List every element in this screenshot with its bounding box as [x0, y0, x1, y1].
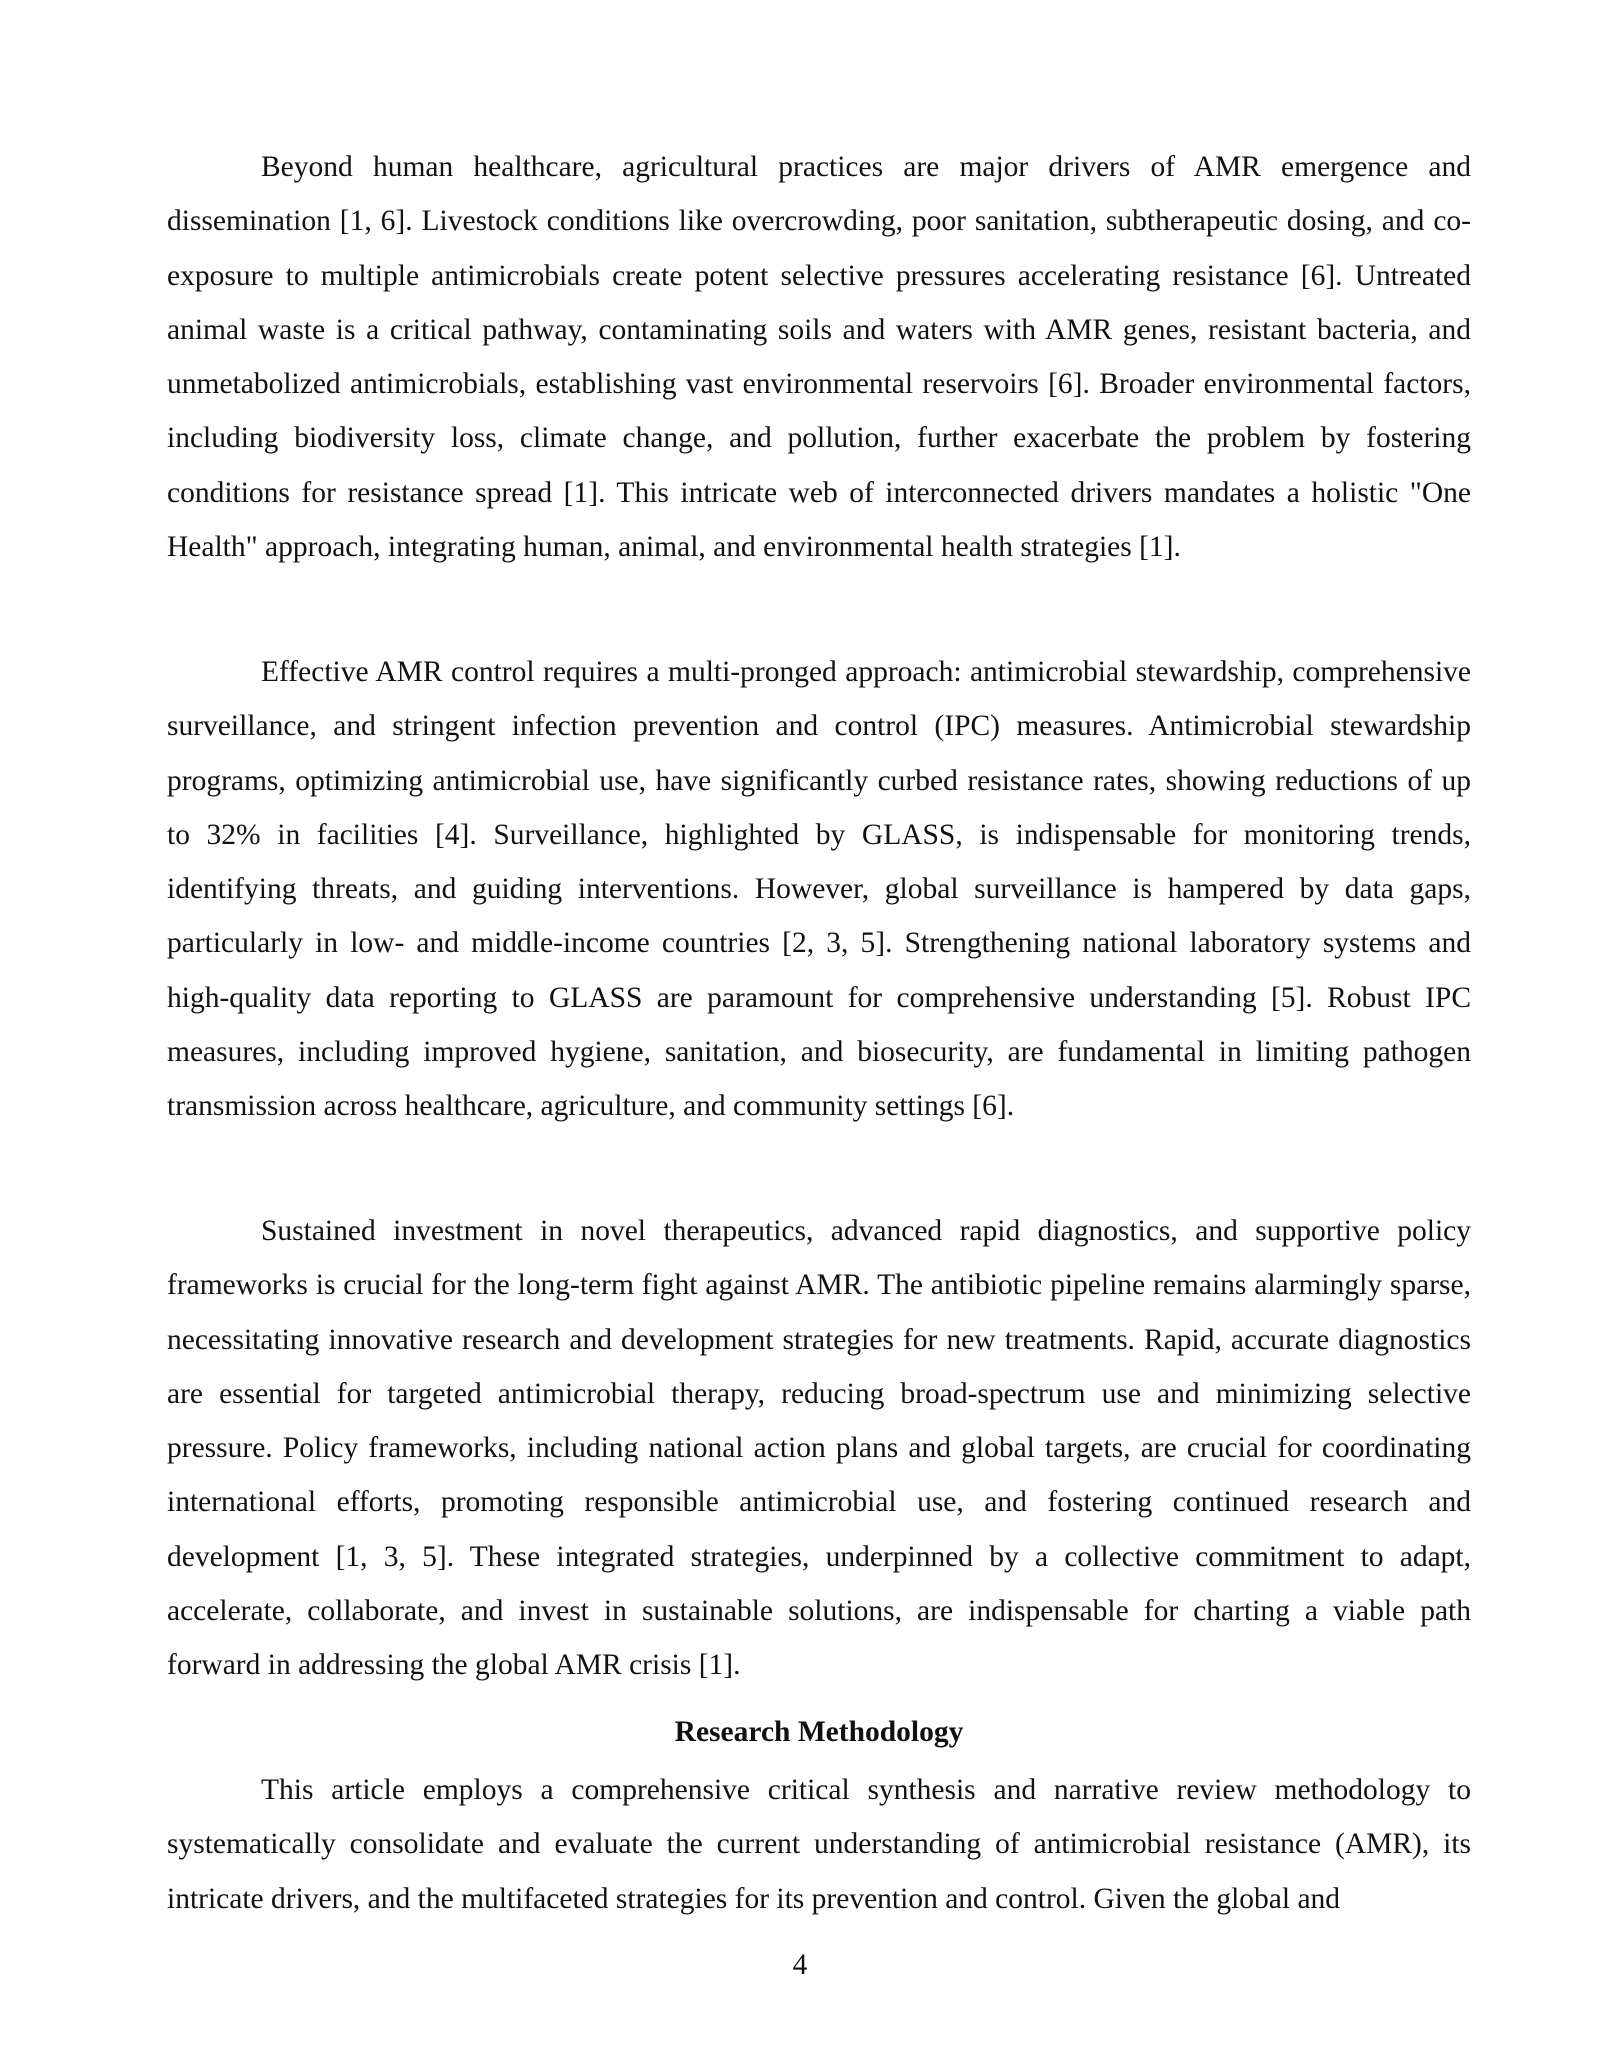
paragraph: Beyond human healthcare, agricultural practices are major drivers of AMR emergence and dissemination [1, 6]. Livestock conditions like overcrowding, poor sanitation, subtherapeutic dosing, and co-exposure to multiple antimicrobials create potent selective pressures accelerating resistance [6]. Untreated animal waste is a critical pathway, contaminating soils and waters with AMR genes, resistant bacteria, and unmetabolized antimicrobials, establishing vast environmental reservoirs [6]. Broader environmental factors, including biodiversity loss, climate change, and pollution, further exacerbate the problem by fostering conditions for resistance spread [1]. This intricate web of interconnected drivers mandates a holistic "One Health" approach, integrating human, animal, and environmental health strategies [1]. — [167, 151, 1471, 564]
paragraph: Sustained investment in novel therapeutics, advanced rapid diagnostics, and supportive policy frameworks is crucial for the long-term fight against AMR. The antibiotic pipeline remains alarmingly sparse, necessitating innovative research and development strategies for new treatments. Rapid, accurate diagnostics are essential for targeted antimicrobial therapy, reducing broad-spectrum use and minimizing selective pressure. Policy frameworks, including national action plans and global targets, are crucial for coordinating international efforts, promoting responsible antimicrobial use, and fostering continued research and development [1, 3, 5]. These integrated strategies, underpinned by a collective commitment to adapt, accelerate, collaborate, and invest in sustainable solutions, are indispensable for charting a viable path forward in addressing the global AMR crisis [1]. — [167, 1215, 1471, 1682]
page-number: 4 — [792, 1949, 808, 1981]
section-heading: Research Methodology — [674, 1716, 964, 1748]
paragraph: This article employs a comprehensive critical synthesis and narrative review methodology to systematically consolidate and evaluate the current understanding of antimicrobial resistance (AMR), its intricate drivers, and the multifaceted strategies for its prevention and control. Given the global and — [167, 1774, 1471, 1915]
paragraph: Effective AMR control requires a multi-pronged approach: antimicrobial stewardship, comprehensive surveillance, and stringent infection prevention and control (IPC) measures. Antimicrobial stewardship programs, optimizing antimicrobial use, have significantly curbed resistance rates, showing reductions of up to 32% in facilities [4]. Surveillance, highlighted by GLASS, is indispensable for monitoring trends, identifying threats, and guiding interventions. However, global surveillance is hampered by data gaps, particularly in low- and middle-income countries [2, 3, 5]. Strengthening national laboratory systems and high-quality data reporting to GLASS are paramount for comprehensive understanding [5]. Robust IPC measures, including improved hygiene, sanitation, and biosecurity, are fundamental in limiting pathogen transmission across healthcare, agriculture, and community settings [6]. — [167, 656, 1471, 1123]
